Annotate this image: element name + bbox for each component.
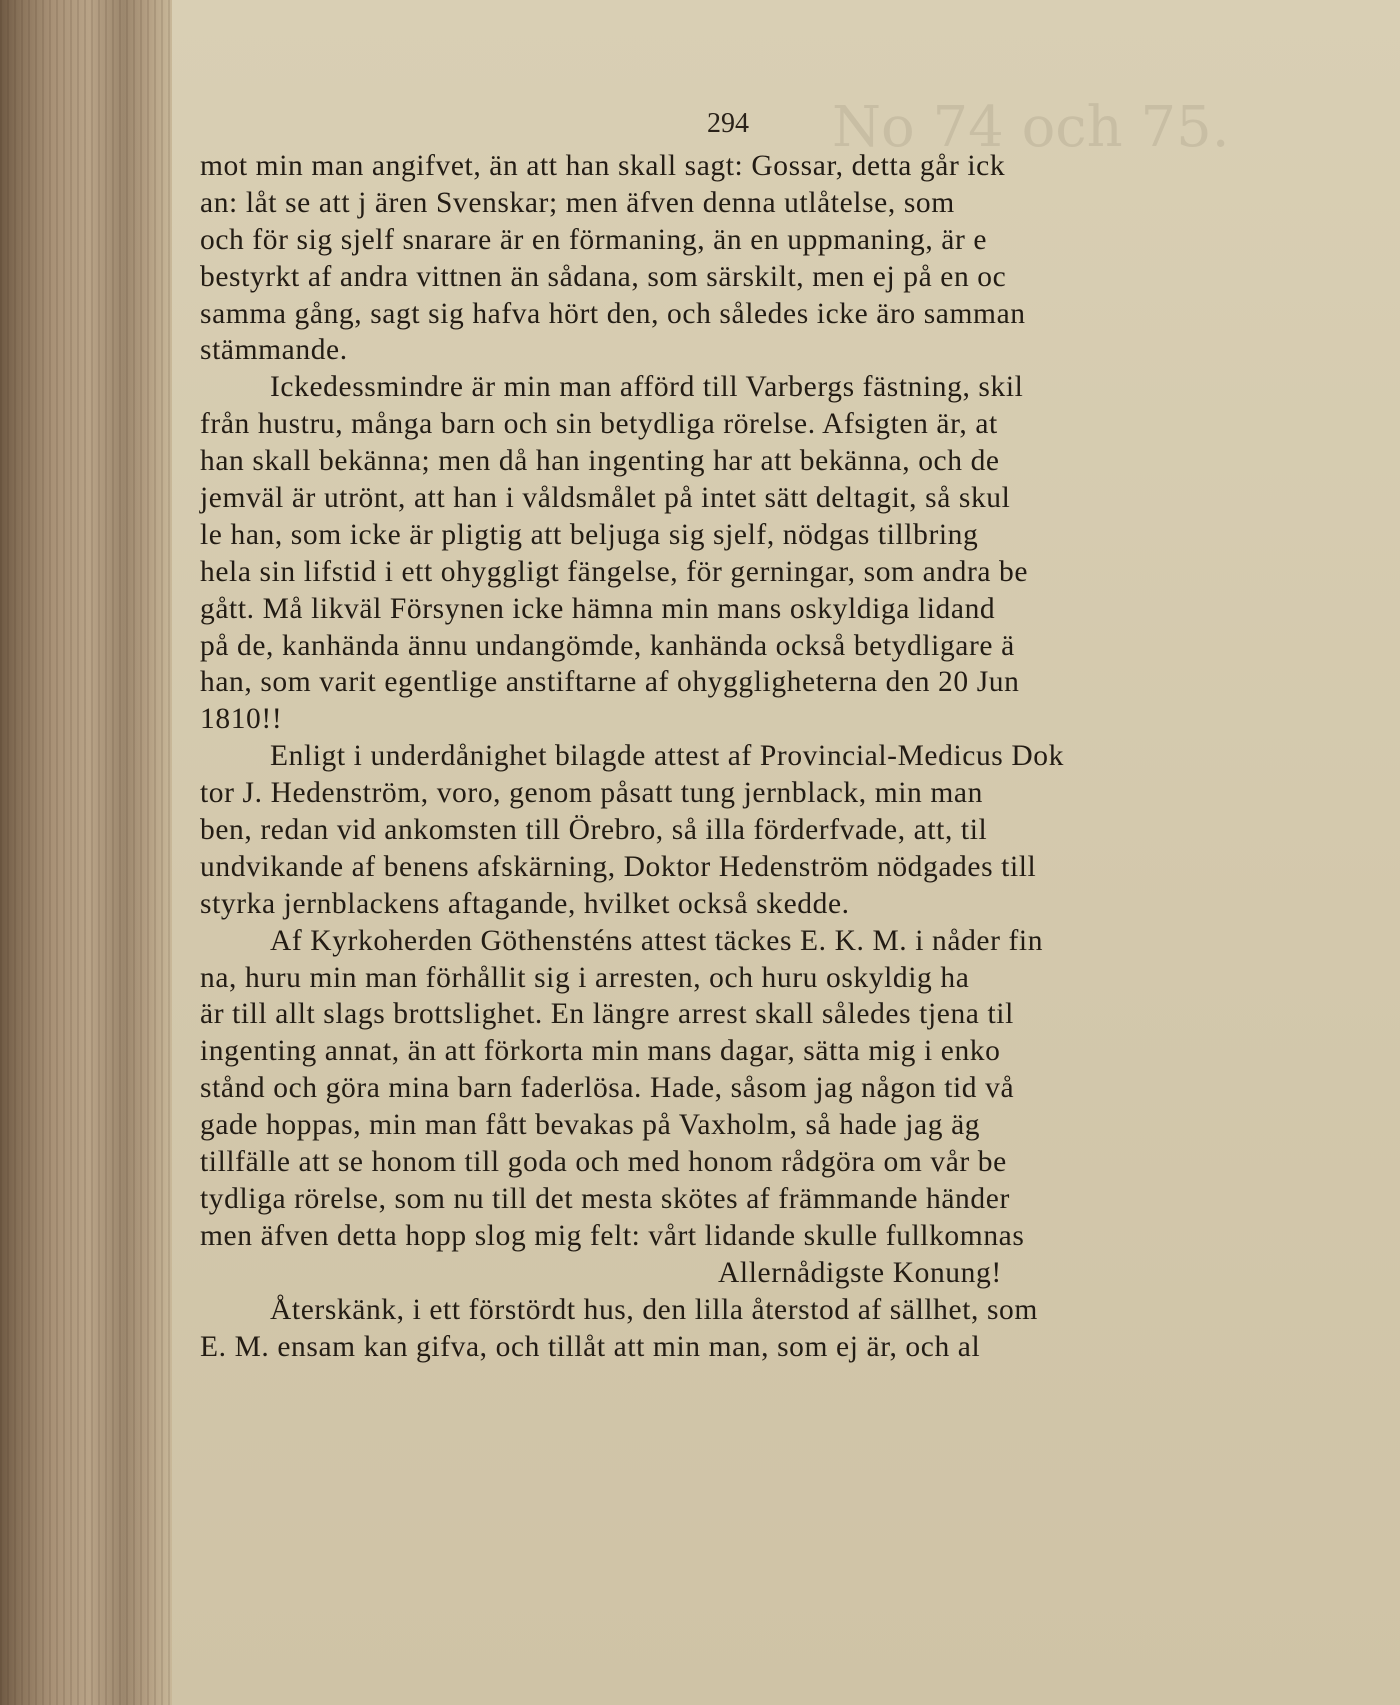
page-text (200, 148, 1400, 1365)
text-line: och för sig sjelf snarare är en förmaning, än en uppmaning, är e (200, 223, 988, 256)
text-line: Ickedessmindre är min man afförd till Varbergs fästning, skil (270, 371, 1024, 404)
text-line: gade hoppas, min man fått bevakas på Vaxholm, så hade jag äg (200, 1109, 981, 1142)
text-line: mot min man angifvet, än att han skall sagt: Gossar, detta går ick (200, 150, 1006, 182)
text-line: han skall bekänna; men då han ingenting har att bekänna, och de (200, 445, 1000, 478)
book-spine (0, 0, 172, 1705)
text-line: men äfven detta hopp slog mig felt: vårt lidande skulle fullkomnas (200, 1219, 1025, 1252)
text-line: le han, som icke är pligtig att beljuga sig sjelf, nödgas tillbring (200, 518, 979, 551)
text-line: jemväl är utrönt, att han i våldsmålet på intet sätt deltagit, så skul (200, 482, 1011, 515)
text-line: Enligt i underdånighet bilagde attest af Provincial-Medicus Dok (270, 740, 1064, 773)
text-line: tillfälle att se honom till goda och med honom rådgöra om vår be (200, 1146, 1007, 1179)
text-line: stånd och göra mina barn faderlösa. Hade, såsom jag någon tid vå (200, 1072, 1015, 1105)
text-line: Af Kyrkoherden Göthensténs attest täckes E. K. M. i nåder fin (270, 924, 1044, 957)
text-line: tor J. Hedenström, voro, genom påsatt tung jernblack, min man (200, 777, 983, 810)
text-line: gått. Må likväl Försynen icke hämna min mans oskyldiga lidand (200, 592, 996, 625)
text-line: 1810!! (200, 703, 283, 736)
text-line: på de, kanhända ännu undangömde, kanhända också betydligare ä (200, 629, 1015, 662)
text-line: tydliga rörelse, som nu till det mesta skötes af främmande händer (200, 1182, 1010, 1215)
text-line: ben, redan vid ankomsten till Örebro, så illa förderfvade, att, til (200, 814, 988, 847)
text-line: E. M. ensam kan gifva, och tillåt att min man, som ej är, och al (200, 1330, 981, 1363)
text-line: från hustru, många barn och sin betydliga rörelse. Afsigten är, at (200, 408, 998, 441)
show-through-text: No 74 och 75. (832, 95, 1230, 160)
text-line: samma gång, sagt sig hafva hört den, och således icke äro samman (200, 297, 1026, 330)
text-line: bestyrkt af andra vittnen än sådana, som särskilt, men ej på en oc (200, 260, 1007, 293)
text-line: stämmande. (200, 334, 348, 367)
text-line: han, som varit egentlige anstiftarne af ohyggligheterna den 20 Jun (200, 666, 1020, 699)
page-number: 294 (707, 108, 749, 139)
text-line: na, huru min man förhållit sig i arresten, och huru oskyldig ha (200, 961, 970, 994)
text-line: styrka jernblackens aftagande, hvilket också skedde. (200, 887, 850, 920)
text-line: Återskänk, i ett förstördt hus, den lilla återstod af sällhet, som (270, 1293, 1038, 1326)
salutation-line: Allernådigste Konung! (718, 1256, 1002, 1289)
text-line: an: låt se att j ären Svenskar; men äfven denna utlåtelse, som (200, 186, 955, 219)
text-line: undvikande af benens afskärning, Doktor Hedenström nödgades till (200, 850, 1037, 883)
text-line: ingenting annat, än att förkorta min mans dagar, sätta mig i enko (200, 1035, 1001, 1068)
text-line: är till allt slags brottslighet. En längre arrest skall således tjena til (200, 998, 1014, 1031)
text-line: hela sin lifstid i ett ohyggligt fängelse, för gerningar, som andra be (200, 555, 1029, 588)
